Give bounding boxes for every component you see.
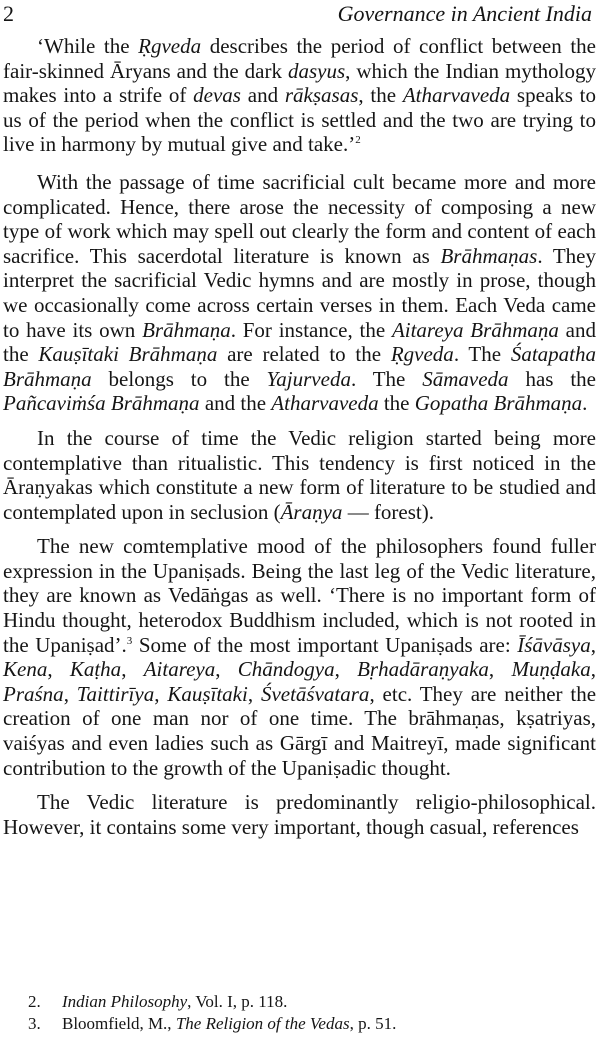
- text-run: . The: [350, 366, 423, 391]
- italic-term: Ṛgveda: [390, 342, 454, 367]
- italic-term: Brāhmaṇas: [440, 243, 538, 268]
- text-run: In the course of time the Vedic religion started being more contemplative than ritualistic. This tendency is first noticed in the Āraṇyakas which constitute a new form of literature to be studied and contemplated upon in seclusion (: [3, 425, 596, 524]
- italic-term: Aitareya Brāhmaṇa: [391, 317, 559, 342]
- italic-term: Kauṣītaki Brāhmaṇa: [38, 342, 218, 367]
- paragraph-atharvaveda-quote: [3, 34, 596, 157]
- italic-term: devas: [193, 83, 241, 108]
- italic-term: Āraṇya: [280, 499, 343, 524]
- text-run: Bloomfield, M.,: [62, 1014, 176, 1033]
- paragraph-aranyakas: [3, 426, 596, 524]
- italic-term: The Religion of the Vedas: [175, 1014, 350, 1033]
- text-run: and: [240, 83, 285, 108]
- text-run: , p. 51.: [349, 1014, 397, 1033]
- italic-term: Īśāvāsya: [517, 632, 591, 657]
- text-run: . For instance, the: [230, 317, 392, 342]
- footnote-text: [62, 1014, 396, 1033]
- italic-term: Ṛgveda: [138, 34, 202, 58]
- text-run: ,: [215, 657, 238, 682]
- text-run: ,: [154, 681, 168, 706]
- paragraph-upanisads: [3, 534, 596, 780]
- text-run: ,: [47, 657, 70, 682]
- text-run: With the passage of time sacrificial cult became more and more complicated. Hence, there arose the necessity of composing a new type of work which may spell out clearly the form and content of each sacrifice. This sacerdotal literature is known as: [3, 169, 596, 268]
- page-header: [0, 0, 600, 34]
- footnote-3: [28, 1013, 588, 1035]
- text-run: and the: [3, 317, 596, 367]
- text-run: , etc. They are neither the creation of one man nor of one time. The brāhmaṇas, kṣatriyas, vaiśyas and even ladies such as Gārgī and Maitreyī, made significant contribution to the growth of the Upaniṣadic thought.: [3, 681, 597, 780]
- footnotes: [28, 991, 588, 1035]
- text-run: The Vedic literature is predominantly religio-philosophical. However, it contains some very important, though casual, references: [3, 790, 596, 839]
- footnote-number: 3.: [28, 1014, 41, 1033]
- text-run: ‘While the: [37, 34, 139, 58]
- text-run: ,: [63, 681, 77, 706]
- italic-term: Bṛhadāraṇyaka: [357, 657, 489, 682]
- italic-term: Praśna: [3, 681, 64, 706]
- footnote-marker: 2: [355, 134, 361, 147]
- text-run: describes the period of conflict between the fair-skinned Āryans and the dark: [3, 34, 596, 83]
- italic-term: Kaṭha: [69, 657, 122, 682]
- text-run: has the: [508, 366, 596, 391]
- text-run: speaks to us of the period when the conflict is settled and the two are trying to live in harmony by mutual give and take.’: [3, 83, 597, 157]
- italic-term: dasyus: [287, 58, 346, 83]
- italic-term: Atharvaveda: [271, 391, 379, 416]
- text-run: .: [582, 391, 588, 416]
- body-text: [3, 34, 596, 849]
- italic-term: Chāndogya: [237, 657, 335, 682]
- italic-term: Sāmaveda: [422, 366, 509, 391]
- text-run: The new comtemplative mood of the philosophers found fuller expression in the Upaniṣads. Being the last leg of the Vedic literature, they are known as Vedāṅgas as well. ‘There is no important form of Hindu thought, heterodox Buddhism included, which is not rooted in the Upaniṣad’.: [3, 534, 596, 657]
- text-run: ,: [488, 657, 512, 682]
- text-run: — forest).: [342, 499, 434, 524]
- footnote-number: 2.: [28, 992, 41, 1011]
- text-run: Some of the most important Upaniṣads are:: [132, 632, 518, 657]
- italic-term: Indian Philosophy: [62, 992, 188, 1011]
- paragraph-brahmanas: [3, 170, 596, 416]
- text-run: ,: [590, 632, 596, 657]
- italic-term: Yajurveda: [266, 366, 351, 391]
- text-run: ,: [334, 657, 358, 682]
- italic-term: Brāhmaṇa: [142, 317, 231, 342]
- text-run: , Vol. I, p. 118.: [187, 992, 288, 1011]
- text-run: . The: [453, 342, 511, 367]
- italic-term: Pañcaviṁśa Brāhmaṇa: [3, 391, 200, 416]
- italic-term: rākṣasas: [284, 83, 359, 108]
- italic-term: Atharvaveda: [402, 83, 511, 108]
- text-run: and the: [199, 391, 272, 416]
- page-number: 2: [3, 1, 14, 26]
- text-run: are related to the: [217, 342, 391, 367]
- text-run: ,: [247, 681, 261, 706]
- text-run: , the: [358, 83, 403, 108]
- text-run: the: [378, 391, 415, 416]
- text-run: ,: [121, 657, 144, 682]
- text-run: , which the Indian mythology makes into a strife of: [3, 58, 596, 108]
- footnote-2: [28, 991, 588, 1013]
- running-title: Governance in Ancient India: [337, 1, 592, 26]
- footnote-text: [62, 992, 287, 1011]
- footnote-marker: 3: [126, 634, 133, 647]
- text-run: . They interpret the sacrificial Vedic hymns and are mostly in prose, though we occasionally come across certain verses in them. Each Veda came to have its own: [3, 243, 596, 342]
- italic-term: Kena: [3, 657, 48, 682]
- text-run: belongs to the: [91, 366, 267, 391]
- paragraph-religio-philosophical: [3, 790, 596, 839]
- italic-term: Śatapatha Brāhmaṇa: [3, 342, 596, 391]
- italic-term: Taittirīya: [76, 681, 155, 706]
- italic-term: Śvetāśvatara: [260, 681, 370, 706]
- italic-term: Muṇḍaka: [511, 657, 591, 682]
- italic-term: Aitareya: [143, 657, 216, 682]
- italic-term: Gopatha Brāhmaṇa: [414, 391, 583, 416]
- text-run: ,: [590, 657, 597, 682]
- italic-term: Kauṣītaki: [167, 681, 248, 706]
